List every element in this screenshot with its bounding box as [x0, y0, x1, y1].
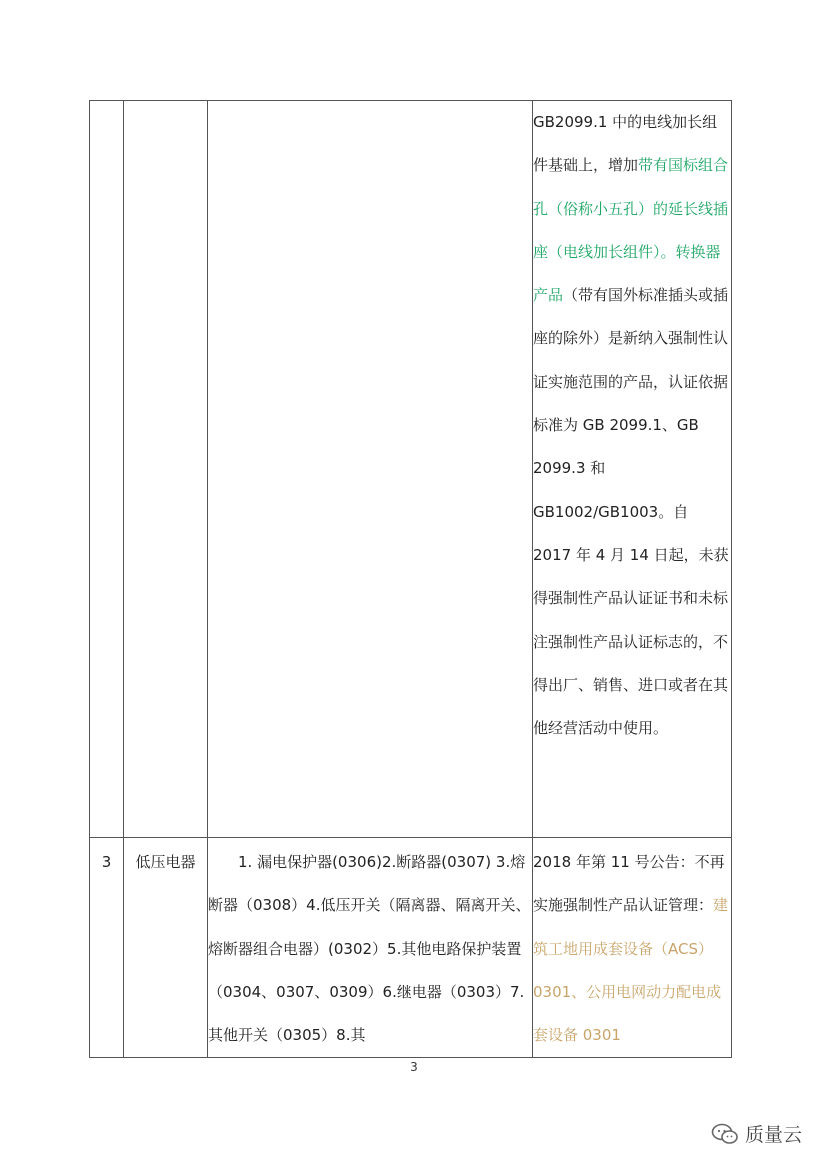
document-table — [89, 100, 732, 1058]
products-text: 1. 漏电保护器(0306)2.断路器(0307) 3.熔断器（0308）4.低压开关（隔离器、隔离开关、熔断器组合电器）(0302）5.其他电路保护装置（0304、0307、0309）6.继电器（0303）7.其他开关（0305）8.其 — [208, 853, 531, 1045]
note-segment: （带有国外标准插头或插座的除外）是新纳入强制性认证实施范围的产品，认证依据标准为 GB 2099.1、GB 2099.3 和 GB1002/GB1003。自 2017 年 4 月 14 日起，未获得强制性产品认证证书和未标注强制性产品认证标志的，不得出厂、销售、进口或者在其他经营活动中使用。 — [533, 286, 729, 738]
products-cell — [208, 101, 533, 838]
note-segment: GB2099.1 中的电线加长组件基础上，增加 — [533, 113, 718, 175]
note-prefix: 2018 年第 11 号公告：不再实施强制性产品认证管理： — [533, 853, 725, 915]
category-cell — [124, 838, 208, 1058]
note-segment-highlight: 带有国标组合孔（俗称小五孔）的延长线插座（电线加长组件）。转换器产品 — [533, 156, 729, 305]
products-cell — [208, 838, 533, 1058]
note-text — [533, 101, 731, 750]
index-cell — [90, 101, 124, 838]
note-cell — [533, 101, 732, 838]
note-cell — [533, 838, 732, 1058]
wechat-icon — [711, 1123, 739, 1145]
row-index: 3 — [101, 853, 112, 871]
watermark — [711, 1120, 802, 1147]
watermark-text: 质量云 — [744, 1124, 802, 1146]
table-row — [90, 101, 732, 838]
category-cell — [124, 101, 208, 838]
table-row — [90, 838, 732, 1058]
note-text — [533, 838, 731, 1057]
index-cell — [90, 838, 124, 1058]
page-number: 3 — [410, 1060, 418, 1074]
note-highlight: 建筑工地用成套设备（ACS）0301、公用电网动力配电成套设备 0301 — [533, 896, 729, 1045]
category-label: 低压电器 — [135, 853, 196, 871]
